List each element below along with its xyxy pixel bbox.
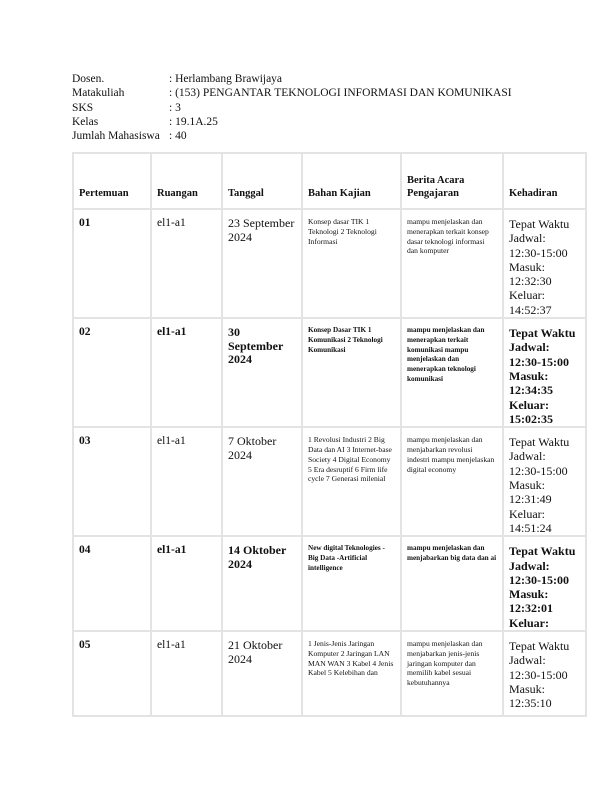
kelas-label: Kelas — [72, 115, 99, 128]
cell-ruangan: el1-a1 — [151, 631, 222, 716]
masuk-label: Masuk: — [509, 368, 549, 383]
masuk-label: Masuk: — [509, 259, 545, 274]
table-row — [73, 427, 586, 536]
header-tanggal: Tanggal — [222, 153, 302, 209]
header-berita-acara: Berita Acara Pengajaran — [401, 153, 503, 209]
cell-kehadiran — [503, 209, 586, 318]
matakuliah-value: : (153) PENGANTAR TEKNOLOGI INFORMASI DAN KOMUNIKASI — [169, 87, 512, 100]
keluar-label: Keluar: — [509, 397, 549, 412]
cell-pertemuan: 03 — [73, 427, 151, 536]
keluar-value: 15:02:35 — [509, 411, 553, 426]
dosen-value: : Herlambang Brawijaya — [169, 73, 283, 85]
jumlah-label: Jumlah Mahasiswa — [72, 130, 160, 143]
cell-tanggal: 7 Oktober 2024 — [222, 427, 302, 536]
cell-tanggal: 14 Oktober 2024 — [222, 536, 302, 631]
cell-ruangan: el1-a1 — [151, 427, 222, 536]
attendance-table — [72, 152, 587, 717]
masuk-label: Masuk: — [509, 587, 549, 602]
masuk-value: 12:31:49 — [509, 492, 552, 507]
cell-ruangan: el1-a1 — [151, 536, 222, 631]
info-row-matakuliah — [72, 86, 542, 100]
cell-kehadiran — [503, 318, 586, 427]
info-row-sks — [72, 101, 542, 115]
attendance-status: Tepat Waktu — [509, 435, 570, 450]
header-pertemuan: Pertemuan — [73, 153, 151, 209]
masuk-value: 12:32:30 — [509, 274, 552, 289]
dosen-label: Dosen. — [72, 73, 105, 85]
masuk-value: 12:34:35 — [509, 383, 553, 398]
jadwal-value: 12:30-15:00 — [509, 245, 568, 260]
jadwal-label: Jadwal: — [509, 231, 546, 246]
cell-bahan-kajian: 1 Jenis-Jenis Jaringan Komputer 2 Jaringan LAN MAN WAN 3 Kabel 4 Jenis Kabel 5 Kelebihan dan — [302, 631, 401, 716]
jadwal-value: 12:30-15:00 — [509, 463, 568, 478]
attendance-table-wrap — [72, 152, 585, 717]
header-ruangan: Ruangan — [151, 153, 222, 209]
jadwal-label: Jadwal: — [509, 653, 546, 668]
cell-ruangan: el1-a1 — [151, 318, 222, 427]
attendance-status: Tepat Waktu — [509, 217, 570, 231]
masuk-value: 12:35:10 — [509, 696, 552, 711]
cell-kehadiran — [503, 536, 586, 631]
header-kehadiran: Kehadiran — [503, 153, 586, 209]
cell-tanggal: 23 September 2024 — [222, 209, 302, 318]
masuk-value: 12:32:01 — [509, 601, 553, 616]
cell-pertemuan: 05 — [73, 631, 151, 716]
cell-berita-acara: mampu menjelaskan dan menerapkan terkait konsep dasar teknologi informasi dan komputer — [401, 209, 503, 318]
info-row-dosen — [72, 72, 542, 86]
matakuliah-label: Matakuliah — [72, 87, 125, 100]
table-header-row — [73, 153, 586, 209]
keluar-label: Keluar: — [509, 288, 545, 303]
cell-bahan-kajian: New digital Teknologies -Big Data -Artificial intelligence — [302, 536, 401, 631]
cell-kehadiran — [503, 427, 586, 536]
jumlah-value: : 40 — [169, 130, 187, 143]
jadwal-label: Jadwal: — [509, 558, 550, 573]
masuk-label: Masuk: — [509, 478, 545, 493]
keluar-label: Keluar: — [509, 615, 549, 630]
attendance-status: Tepat Waktu — [509, 544, 576, 559]
keluar-value: 14:52:37 — [509, 302, 552, 317]
attendance-status: Tepat Waktu — [509, 326, 576, 341]
keluar-value: 14:51:24 — [509, 520, 552, 535]
keluar-label: Keluar: — [509, 506, 545, 521]
cell-ruangan: el1-a1 — [151, 209, 222, 318]
cell-pertemuan: 01 — [73, 209, 151, 318]
table-row — [73, 536, 586, 631]
cell-bahan-kajian: 1 Revolusi Industri 2 Big Data dan AI 3 Internet-base Society 4 Digital Economy 5 Era desruptif 6 Firm life cycle 7 Generasi milenial — [302, 427, 401, 536]
attendance-status: Tepat Waktu — [509, 639, 570, 654]
sks-value: : 3 — [169, 101, 181, 114]
table-row — [73, 631, 586, 716]
info-row-jumlah — [72, 129, 542, 143]
course-info — [72, 72, 542, 143]
cell-berita-acara: mampu menjelaskan dan menerapkan terkait komunikasi mampu menjelaskan dan menerapkan teknologi komunikasi — [401, 318, 503, 427]
table-row — [73, 209, 586, 318]
jadwal-label: Jadwal: — [509, 449, 546, 464]
kelas-value: : 19.1A.25 — [169, 115, 218, 128]
jadwal-value: 12:30-15:00 — [509, 572, 569, 587]
cell-tanggal: 30 September 2024 — [222, 318, 302, 427]
cell-kehadiran — [503, 631, 586, 716]
cell-berita-acara: mampu menjelaskan dan menjabarkan big data dan ai — [401, 536, 503, 631]
cell-pertemuan: 02 — [73, 318, 151, 427]
cell-bahan-kajian: Konsep dasar TIK 1 Teknologi 2 Teknologi Informasi — [302, 209, 401, 318]
info-row-kelas — [72, 115, 542, 129]
header-bahan-kajian: Bahan Kajian — [302, 153, 401, 209]
table-row — [73, 318, 586, 427]
cell-berita-acara: mampu menjelaskan dan menjabarkan revolusi indestri mampu menjelaskan digital economy — [401, 427, 503, 536]
jadwal-label: Jadwal: — [509, 340, 550, 355]
jadwal-value: 12:30-15:00 — [509, 354, 569, 369]
cell-bahan-kajian: Konsep Dasar TIK 1 Komunikasi 2 Teknologi Komunikasi — [302, 318, 401, 427]
masuk-label: Masuk: — [509, 681, 545, 696]
jadwal-value: 12:30-15:00 — [509, 667, 568, 682]
cell-tanggal: 21 Oktober 2024 — [222, 631, 302, 716]
cell-pertemuan: 04 — [73, 536, 151, 631]
cell-berita-acara: mampu menjelaskan dan menjabarkan jenis-jenis jaringan komputer dan memilih kabel sesuai kebutuhannya — [401, 631, 503, 716]
sks-label: SKS — [72, 101, 94, 114]
